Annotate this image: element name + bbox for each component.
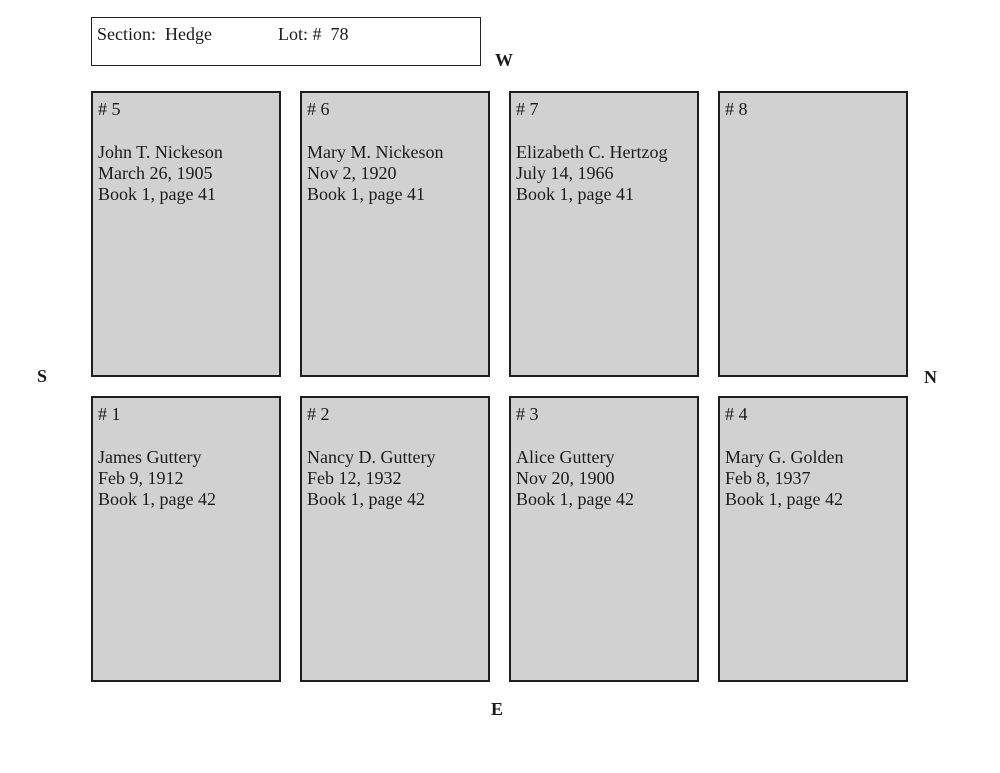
plot-book-reference: Book 1, page 41 — [98, 184, 216, 204]
compass-west-label: W — [495, 50, 513, 70]
plot-number: # 3 — [516, 404, 539, 424]
plot-book-reference: Book 1, page 41 — [307, 184, 425, 204]
grave-plot-5 — [91, 91, 281, 377]
plot-occupant-name: Mary M. Nickeson — [307, 142, 444, 162]
plot-burial-date: Nov 20, 1900 — [516, 468, 615, 488]
grave-plot-8 — [718, 91, 908, 377]
plot-book-reference: Book 1, page 42 — [516, 489, 634, 509]
plot-book-reference: Book 1, page 42 — [307, 489, 425, 509]
compass-north-label: N — [924, 367, 937, 387]
plot-book-reference: Book 1, page 42 — [98, 489, 216, 509]
grave-plot-2 — [300, 396, 490, 682]
lot-label: Lot: # 78 — [278, 24, 349, 44]
plot-number: # 4 — [725, 404, 748, 424]
plot-occupant-name: Alice Guttery — [516, 447, 615, 467]
plot-occupant-name: Nancy D. Guttery — [307, 447, 436, 467]
plot-occupant-name: Mary G. Golden — [725, 447, 844, 467]
plot-number: # 8 — [725, 99, 748, 119]
grave-plot-3 — [509, 396, 699, 682]
plot-burial-date: Feb 9, 1912 — [98, 468, 184, 488]
plot-number: # 5 — [98, 99, 121, 119]
plot-occupant-name: James Guttery — [98, 447, 202, 467]
plot-number: # 2 — [307, 404, 330, 424]
plot-occupant-name: Elizabeth C. Hertzog — [516, 142, 668, 162]
plot-number: # 7 — [516, 99, 539, 119]
compass-east-label: E — [491, 699, 504, 719]
grave-plot-4 — [718, 396, 908, 682]
plot-burial-date: Feb 8, 1937 — [725, 468, 811, 488]
section-lot-header — [91, 17, 481, 66]
plot-book-reference: Book 1, page 42 — [725, 489, 843, 509]
plot-burial-date: Nov 2, 1920 — [307, 163, 397, 183]
plot-burial-date: July 14, 1966 — [516, 163, 614, 183]
plot-book-reference: Book 1, page 41 — [516, 184, 634, 204]
section-label: Section: Hedge — [97, 24, 212, 44]
plot-burial-date: Feb 12, 1932 — [307, 468, 402, 488]
plot-number: # 6 — [307, 99, 330, 119]
grave-plot-6 — [300, 91, 490, 377]
grave-plot-7 — [509, 91, 699, 377]
plot-burial-date: March 26, 1905 — [98, 163, 213, 183]
plot-occupant-name: John T. Nickeson — [98, 142, 223, 162]
grave-plot-1 — [91, 396, 281, 682]
plot-number: # 1 — [98, 404, 121, 424]
compass-south-label: S — [37, 366, 48, 386]
